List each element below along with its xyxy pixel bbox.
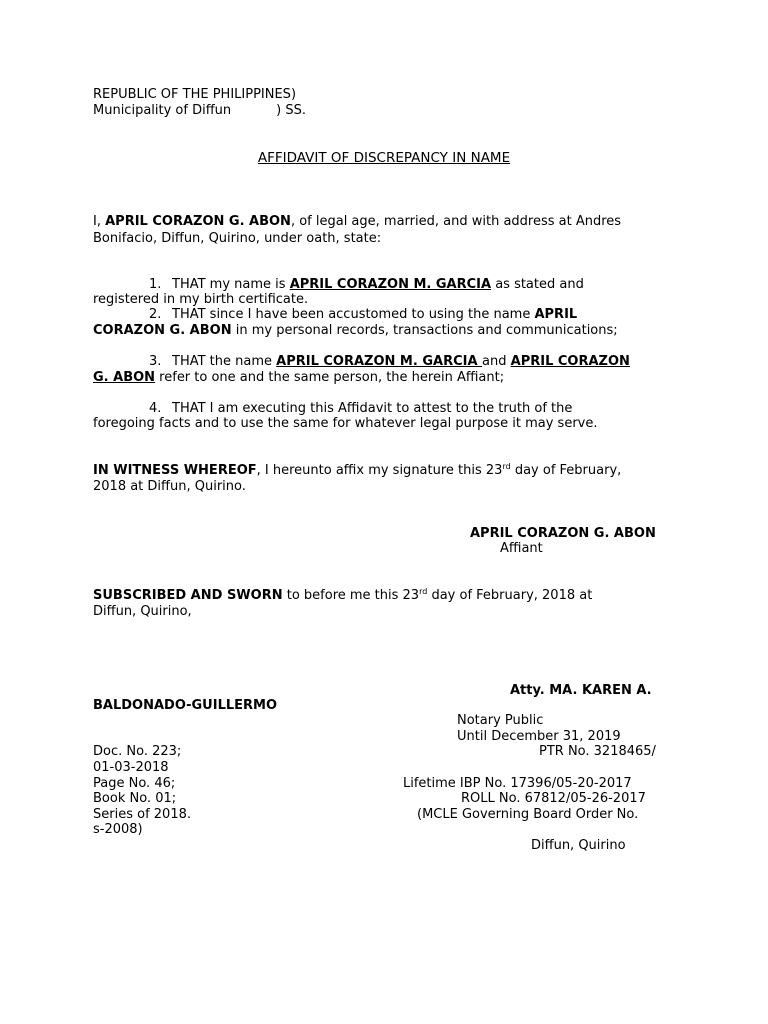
item-1-number: 1. <box>149 277 162 292</box>
document-title: AFFIDAVIT OF DISCREPANCY IN NAME <box>257 150 511 166</box>
notary-place: Diffun, Quirino <box>531 838 626 853</box>
notary-commission: Until December 31, 2019 <box>457 729 621 744</box>
item-2-line2 <box>93 323 618 339</box>
venue-municipality-label: Municipality of Diffun <box>93 103 232 118</box>
docket-book: Book No. 01; <box>93 791 177 806</box>
subscribed-text: to before me this 23 <box>282 588 420 603</box>
affiant-signature-name: APRIL CORAZON G. ABON <box>470 526 656 541</box>
item-4-line1 <box>93 401 572 417</box>
notary-name-line1: Atty. MA. KAREN A. <box>510 683 652 698</box>
item-2-post: in my personal records, transactions and communications; <box>231 323 618 338</box>
item-2-name2: CORAZON G. ABON <box>93 323 232 338</box>
item-4-pre: THAT I am executing this Affidavit to attest to the truth of the <box>172 401 573 416</box>
item-2-line1 <box>93 307 577 323</box>
item-3-name2a: APRIL CORAZON <box>510 354 630 369</box>
witness-bold: IN WITNESS WHEREOF <box>93 463 257 478</box>
witness-sup: rd <box>502 462 511 471</box>
docket-page: Page No. 46; <box>93 776 176 791</box>
intro-lead: I, <box>93 214 101 229</box>
item-1-post: as stated and <box>491 277 584 292</box>
item-3-name1: APRIL CORAZON M. GARCIA <box>276 354 483 369</box>
venue-municipality <box>93 103 306 119</box>
item-3-mid: and <box>482 354 511 369</box>
subscribed-line1 <box>93 588 592 604</box>
subscribed-text2: day of February, 2018 at <box>427 588 593 603</box>
notary-mcle-cont: s-2008) <box>93 822 143 837</box>
docket-series: Series of 2018. <box>93 807 191 822</box>
notary-title: Notary Public <box>457 713 544 728</box>
notary-ibp: Lifetime IBP No. 17396/05-20-2017 <box>403 776 632 791</box>
item-3-line1 <box>93 354 630 370</box>
item-3-line2 <box>93 370 504 386</box>
affiant-label: Affiant <box>500 541 543 556</box>
item-2-name1: APRIL <box>534 307 578 322</box>
witness-text2: day of February, <box>510 463 622 478</box>
item-3-number: 3. <box>149 354 162 369</box>
subscribed-sup: rd <box>419 587 428 596</box>
notary-ptr-date: 01-03-2018 <box>93 760 169 775</box>
item-3-pre: THAT the name <box>172 354 277 369</box>
item-1-line2: registered in my birth certificate. <box>93 292 309 307</box>
item-4-number: 4. <box>149 401 162 416</box>
notary-mcle: (MCLE Governing Board Order No. <box>417 807 639 822</box>
item-1-pre: THAT my name is <box>172 277 290 292</box>
witness-text: , I hereunto affix my signature this 23 <box>256 463 503 478</box>
item-4-line2: foregoing facts and to use the same for whatever legal purpose it may serve. <box>93 416 598 431</box>
docket-doc: Doc. No. 223; <box>93 744 182 759</box>
witness-line1 <box>93 463 621 479</box>
item-1-line1 <box>93 277 584 293</box>
venue-republic: REPUBLIC OF THE PHILIPPINES) <box>93 87 297 102</box>
item-2-pre: THAT since I have been accustomed to using the name <box>172 307 535 322</box>
venue-ss: ) SS. <box>276 103 306 118</box>
notary-roll: ROLL No. 67812/05-26-2017 <box>461 791 646 806</box>
subscribed-line2: Diffun, Quirino, <box>93 604 192 619</box>
notary-ptr: PTR No. 3218465/ <box>539 744 656 759</box>
item-3-name2b: G. ABON <box>93 370 156 385</box>
item-3-post: refer to one and the same person, the herein Affiant; <box>155 370 505 385</box>
intro-line2: Bonifacio, Diffun, Quirino, under oath, state: <box>93 231 382 246</box>
subscribed-bold: SUBSCRIBED AND SWORN <box>93 588 283 603</box>
item-1-name: APRIL CORAZON M. GARCIA <box>289 277 492 292</box>
intro-rest: , of legal age, married, and with address at Andres <box>290 214 622 229</box>
intro-line1 <box>93 214 621 230</box>
witness-line2: 2018 at Diffun, Quirino. <box>93 479 246 494</box>
affiant-name-inline: APRIL CORAZON G. ABON <box>105 214 291 229</box>
item-2-number: 2. <box>149 307 162 322</box>
notary-name-line2: BALDONADO-GUILLERMO <box>93 698 278 713</box>
